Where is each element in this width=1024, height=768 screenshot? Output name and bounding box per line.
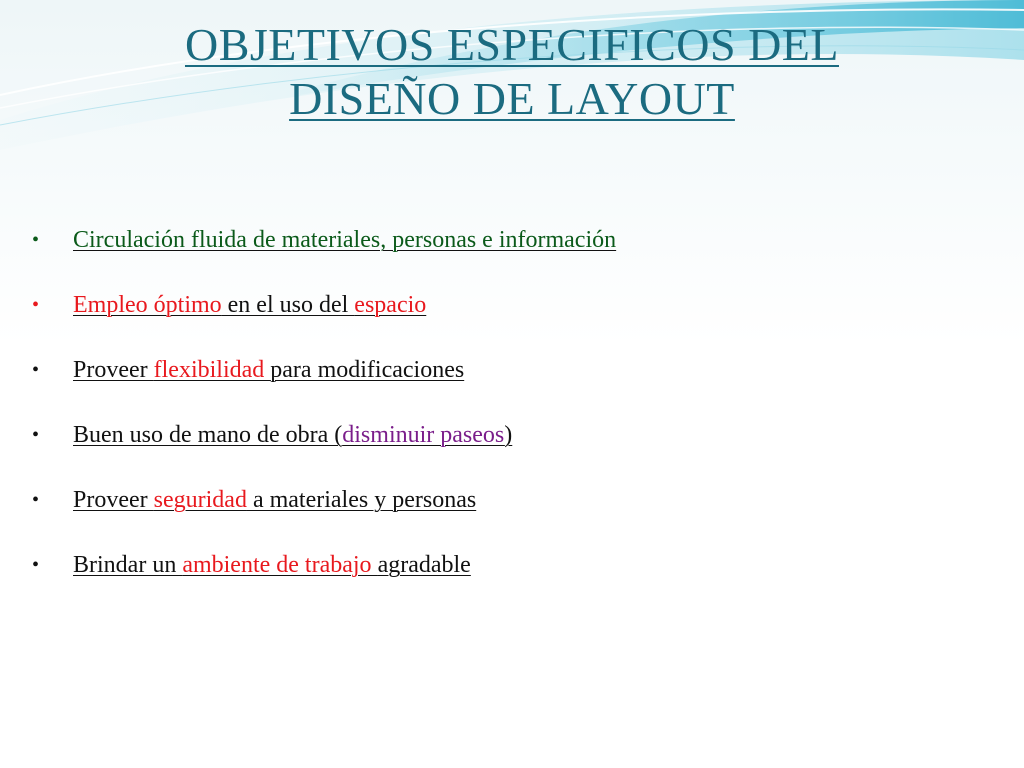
bullet-text-segment: agradable (377, 552, 471, 578)
bullet-marker: • (32, 424, 40, 446)
bullet-text-segment: Proveer (73, 487, 154, 513)
bullet-item (30, 482, 990, 547)
bullet-text-segment: Circulación fluida de materiales, personas e información (73, 227, 617, 253)
bullet-text-segment: Proveer (73, 357, 154, 383)
bullet-item (30, 417, 990, 482)
bullet-text-segment: para modificaciones (270, 357, 465, 383)
bullet-text (73, 422, 512, 448)
bullet-marker: • (32, 294, 40, 316)
bullet-item (30, 287, 990, 352)
bullet-text (73, 357, 464, 383)
bullet-text-segment: a materiales y personas (246, 487, 477, 513)
bullet-text-segment: disminuir paseos (342, 422, 505, 448)
bullet-text-segment: espacio (354, 292, 427, 318)
bullet-text-segment: ambiente de trabajo (182, 552, 378, 578)
bullet-marker: • (32, 489, 40, 511)
bullet-marker: • (32, 229, 40, 251)
bullet-text-segment: Buen uso de mano de obra ( (73, 422, 343, 448)
bullet-text-segment: en el uso del (221, 292, 355, 318)
bullet-text (73, 552, 471, 578)
bullet-marker: • (32, 359, 40, 381)
bullet-text-segment: seguridad (153, 487, 247, 513)
bullet-text-segment: flexibilidad (153, 357, 271, 383)
bullet-marker: • (32, 554, 40, 576)
bullet-text-segment: Brindar un (73, 552, 183, 578)
bullet-text (73, 487, 476, 513)
bullet-text (73, 227, 616, 253)
bullet-list (30, 222, 990, 612)
bullet-text (73, 292, 426, 318)
bullet-text-segment: ) (504, 422, 513, 448)
slide-title: OBJETIVOS ESPECIFICOS DEL DISEÑO DE LAYOUT (184, 19, 839, 124)
bullet-item (30, 547, 990, 612)
bullet-item (30, 222, 990, 287)
bullet-text-segment: Empleo óptimo (73, 292, 222, 318)
bullet-item (30, 352, 990, 417)
